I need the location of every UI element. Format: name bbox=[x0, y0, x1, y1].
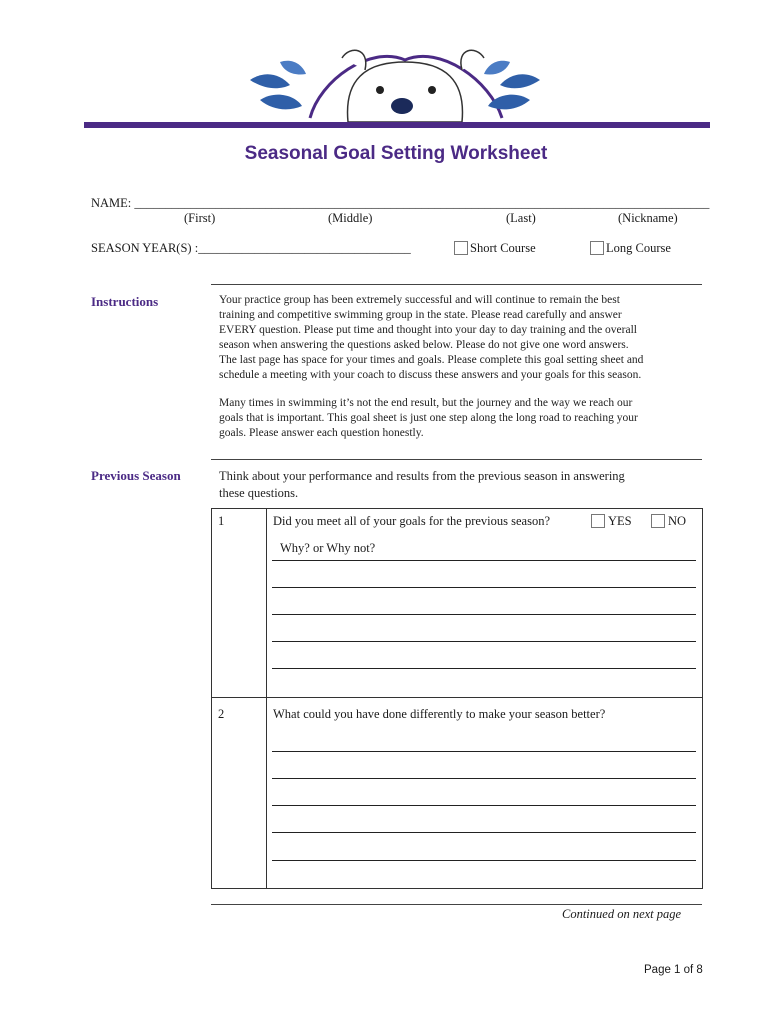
page-number: Page 1 of 8 bbox=[644, 964, 703, 976]
name-label bbox=[91, 196, 709, 211]
continued-note: Continued on next page bbox=[562, 907, 682, 921]
season-year-label bbox=[91, 241, 411, 256]
instructions-divider bbox=[211, 284, 702, 285]
question-1-text: Did you meet all of your goals for the previous season? bbox=[273, 514, 551, 528]
instructions-line: The last page has space for your times and goals. Please complete this goal setting sheet and bbox=[219, 354, 644, 366]
question-1-no-label: NO bbox=[668, 514, 687, 528]
instructions-line: season when answering the questions asked below. Please do not give one word answers. bbox=[219, 339, 629, 351]
question-2-answer-line[interactable] bbox=[272, 751, 696, 752]
instructions-paragraph-2 bbox=[219, 396, 694, 441]
instructions-line: Many times in swimming it’s not the end result, but the journey and the way we reach our bbox=[219, 397, 633, 409]
last-sublabel: (Last) bbox=[506, 211, 536, 225]
middle-sublabel: (Middle) bbox=[328, 211, 373, 225]
page-title: Seasonal Goal Setting Worksheet bbox=[244, 143, 548, 164]
question-1-answer-line[interactable] bbox=[272, 560, 696, 561]
question-1-yes-checkbox[interactable] bbox=[591, 514, 605, 528]
question-row-divider bbox=[211, 697, 703, 698]
instructions-line: goals. Please answer each question honestly. bbox=[219, 427, 424, 439]
question-1-answer-line[interactable] bbox=[272, 668, 696, 669]
name-label-text: NAME: bbox=[91, 196, 135, 210]
first-sublabel: (First) bbox=[184, 211, 216, 225]
previous-season-divider bbox=[211, 459, 702, 460]
question-1-yes-label: YES bbox=[608, 514, 632, 528]
question-2-number: 2 bbox=[218, 707, 225, 721]
question-1-no-checkbox[interactable] bbox=[651, 514, 665, 528]
instructions-paragraph-1 bbox=[219, 293, 694, 383]
question-2-answer-line[interactable] bbox=[272, 778, 696, 779]
season-year-label-text: SEASON YEAR(S) : bbox=[91, 241, 199, 255]
previous-season-heading: Previous Season bbox=[91, 468, 181, 483]
short-course-checkbox[interactable] bbox=[454, 241, 468, 255]
question-2-answer-line[interactable] bbox=[272, 805, 696, 806]
question-1-answer-line[interactable] bbox=[272, 587, 696, 588]
name-field[interactable]: ____________________________________________________________________________________________ bbox=[134, 196, 710, 210]
question-1-number: 1 bbox=[218, 514, 225, 528]
short-course-label: Short Course bbox=[470, 241, 536, 255]
long-course-checkbox[interactable] bbox=[590, 241, 604, 255]
instructions-line: EVERY question. Please put time and thought into your day to day training and the overall bbox=[219, 324, 637, 336]
intro-line: these questions. bbox=[219, 486, 299, 500]
previous-season-intro bbox=[219, 468, 694, 502]
instructions-line: schedule a meeting with your coach to discuss these answers and your goals for this season. bbox=[219, 369, 642, 381]
question-1-answer-line[interactable] bbox=[272, 614, 696, 615]
instructions-line: goals that is important. This goal sheet is just one step along the long road to reaching your bbox=[219, 412, 638, 424]
question-2-text: What could you have done differently to make your season better? bbox=[273, 707, 606, 721]
polar-bear-splash-logo-icon bbox=[240, 40, 550, 122]
long-course-label: Long Course bbox=[606, 241, 671, 255]
instructions-heading: Instructions bbox=[91, 294, 159, 309]
intro-line: Think about your performance and results from the previous season in answering bbox=[219, 469, 625, 483]
season-year-field[interactable]: __________________________________ bbox=[198, 241, 411, 255]
instructions-line: Your practice group has been extremely successful and will continue to remain the best bbox=[219, 294, 620, 306]
header-divider bbox=[84, 122, 710, 128]
question-2-answer-line[interactable] bbox=[272, 832, 696, 833]
footer-divider bbox=[211, 904, 702, 905]
question-2-answer-line[interactable] bbox=[272, 860, 696, 861]
instructions-line: training and competitive swimming group in the state. Please read carefully and answer bbox=[219, 309, 622, 321]
question-1-follow-up: Why? or Why not? bbox=[280, 541, 376, 555]
nickname-sublabel: (Nickname) bbox=[618, 211, 678, 225]
question-1-answer-line[interactable] bbox=[272, 641, 696, 642]
questions-column-divider bbox=[266, 508, 267, 889]
